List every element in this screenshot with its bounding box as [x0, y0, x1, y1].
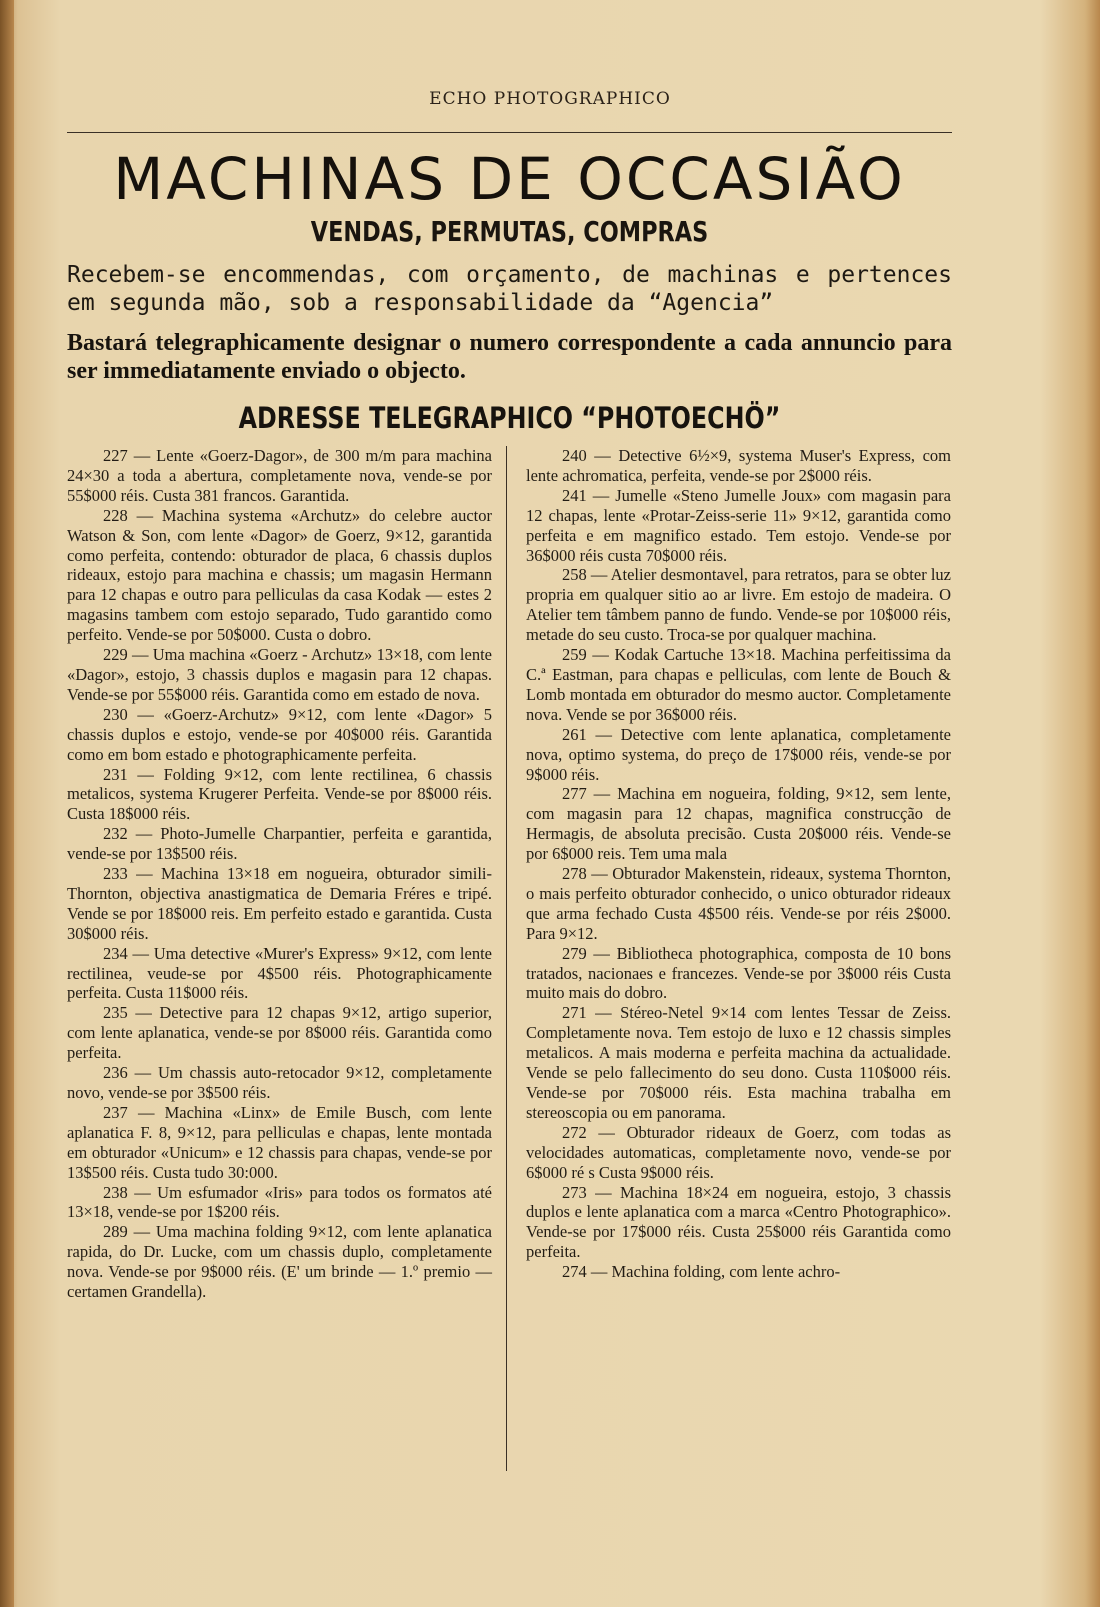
listing-item: 227 — Lente «Goerz-Dagor», de 300 m/m para machina 24×30 a toda a abertura, completamente nova, vende-se por 55$000 réis. Custa 381 francos. Garantida.: [67, 446, 492, 505]
listing-item: 273 — Machina 18×24 em nogueira, estojo, 3 chassis duplos e lente aplanatica com a marca «Centro Photographico». Vende-se por 17$000 réis. Custa 25$000 réis Garantida como perfeita.: [526, 1182, 951, 1262]
instruction-paragraph: Bastará telegraphicamente designar o numero correspondente a cada annuncio para ser immediatamente enviado o objecto.: [67, 330, 952, 384]
page-binding-shadow: [0, 0, 14, 1607]
listing-item: 230 — «Goerz-Archutz» 9×12, com lente «Dagor» 5 chassis duplos e estojo, vende-se por 40$000 réis. Garantida como em bom estado e photographicamente perfeita.: [67, 704, 492, 764]
listing-item: 279 — Bibliotheca photographica, composta de 10 bons tratados, nacionaes e francezes. Vende-se por 3$000 réis Custa muito mais do dobro.: [526, 943, 951, 1003]
listing-item: 289 — Uma machina folding 9×12, com lente aplanatica rapida, do Dr. Lucke, com um chassis duplo, completamente nova. Vende-se por 9$000 réis. (E' um brinde — 1.º premio — certamen Grandella).: [67, 1222, 492, 1302]
listing-item: 240 — Detective 6½×9, systema Muser's Express, com lente achromatica, perfeita, vende-se por 2$000 réis.: [526, 446, 951, 485]
running-head: ECHO PHOTOGRAPHICO: [429, 89, 671, 109]
right-column: [526, 446, 951, 1282]
listing-item: 261 — Detective com lente aplanatica, completamente nova, optimo systema, do preço de 17$000 réis, vende-se por 9$000 réis.: [526, 724, 951, 784]
header-rule: [67, 132, 952, 133]
listing-item: 233 — Machina 13×18 em nogueira, obturador simili-Thornton, objectiva anastigmatica de Demaria Fréres e tripé. Vende se por 18$000 reis. Em perfeito estado e garantida. Custa 30$000 réis.: [67, 864, 492, 943]
listing-item: 277 — Machina em nogueira, folding, 9×12, sem lente, com magasin para 12 chapas, magnifica construcção de Hermagis, de absoluta precisão. Custa 20$000 réis. Vende-se por 6$000 reis. Tem uma mala: [526, 784, 951, 864]
listing-item: 236 — Um chassis auto-retocador 9×12, completamente novo, vende-se por 3$500 réis.: [67, 1063, 492, 1102]
listing-item: 228 — Machina systema «Archutz» do celebre auctor Watson & Son, com lente «Dagor» de Goerz, 9×12, garantida como perfeita, contendo: obturador de placa, 6 chassis duplos rideaux, estojo para machina e chassis; um magasin Hermann para 12 chapas e outro para pelliculas da casa Kodak — estes 2 magasins tambem com estojo separado, Tudo garantido como perfeito. Vende-se por 50$000. Custa o dobro.: [67, 505, 492, 645]
page-subhead: VENDAS, PERMUTAS, COMPRAS: [310, 215, 709, 248]
telegraph-address: ADRESSE TELEGRAPHICO “PHOTOECHÖ”: [238, 401, 781, 435]
listing-item: 241 — Jumelle «Steno Jumelle Joux» com magasin para 12 chapas, lente «Protar-Zeiss-serie 11» 9×12, garantida como perfeita e em magnifico estado. Tem estojo. Vende-se por 36$000 réis custa 70$000 réis.: [526, 485, 951, 565]
listing-item: 272 — Obturador rideaux de Goerz, com todas as velocidades automaticas, completamente novo, vende-se por 6$000 ré s Custa 9$000 réis.: [526, 1122, 951, 1182]
listing-item: 231 — Folding 9×12, com lente rectilinea, 6 chassis metalicos, systema Krugerer Perfeita. Vende-se por 8$000 réis. Custa 18$000 réis.: [67, 764, 492, 824]
listing-item: 271 — Stéreo-Netel 9×14 com lentes Tessar de Zeiss. Completamente nova. Tem estojo de luxo e 12 chassis simples metalicos. A mais moderna e perfeita machina da actualidade. Vende se pelo fallecimento do seu dono. Custa 110$000 réis. Vende-se por 70$000 réis. Esta machina trabalha em stereoscopia ou em panorama.: [526, 1003, 951, 1122]
listing-item: 232 — Photo-Jumelle Charpantier, perfeita e garantida, vende-se por 13$500 réis.: [67, 824, 492, 864]
intro-paragraph: Recebem-se encommendas, com orçamento, de machinas e pertences em segunda mão, sob a responsabilidade da “Agencia”: [67, 262, 952, 316]
listing-item: 229 — Uma machina «Goerz - Archutz» 13×18, com lente «Dagor», estojo, 3 chassis duplos e magasin para 12 chapas. Vende-se por 55$000 réis. Garantida como em estado de nova.: [67, 645, 492, 704]
column-divider: [506, 446, 507, 1471]
listing-item: 234 — Uma detective «Murer's Express» 9×12, com lente rectilinea, veude-se por 4$500 réis. Photographicamente perfeita. Custa 11$000 réis.: [67, 943, 492, 1003]
listing-item: 238 — Um esfumador «Iris» para todos os formatos até 13×18, vende-se por 1$200 réis.: [67, 1182, 492, 1222]
page-headline: MACHINAS DE OCCASIÃO: [113, 145, 906, 213]
listing-item: 237 — Machina «Linx» de Emile Busch, com lente aplanatica F. 8, 9×12, para pelliculas e chapas, lente montada em obturador «Unicum» e 12 chassis para chapas, vende-se por 13$500 réis. Custa tudo 30:000.: [67, 1102, 492, 1182]
listing-item: 278 — Obturador Makenstein, rideaux, systema Thornton, o mais perfeito obturador conhecido, o unico obturador rideaux que arma fechado Custa 4$500 réis. Vende-se por réis 2$000. Para 9×12.: [526, 864, 951, 943]
listing-item: 258 — Atelier desmontavel, para retratos, para se obter luz propria em qualquer sitio ao ar livre. Em estojo de madeira. O Atelier tem tâmbem panno de fundo. Vende-se por 10$000 réis, metade do seu custo. Troca-se por qualquer machina.: [526, 565, 951, 645]
left-column: [67, 446, 492, 1302]
listing-item: 235 — Detective para 12 chapas 9×12, artigo superior, com lente aplanatica, vende-se por 8$000 réis. Garantida como perfeita.: [67, 1003, 492, 1063]
listing-item: 259 — Kodak Cartuche 13×18. Machina perfeitissima da C.ª Eastman, para chapas e pelliculas, com lente de Bouch & Lomb montada em obturador do mesmo auctor. Completamente nova. Vende se por 36$000 réis.: [526, 645, 951, 724]
listing-item: 274 — Machina folding, com lente achro-: [562, 1262, 841, 1282]
